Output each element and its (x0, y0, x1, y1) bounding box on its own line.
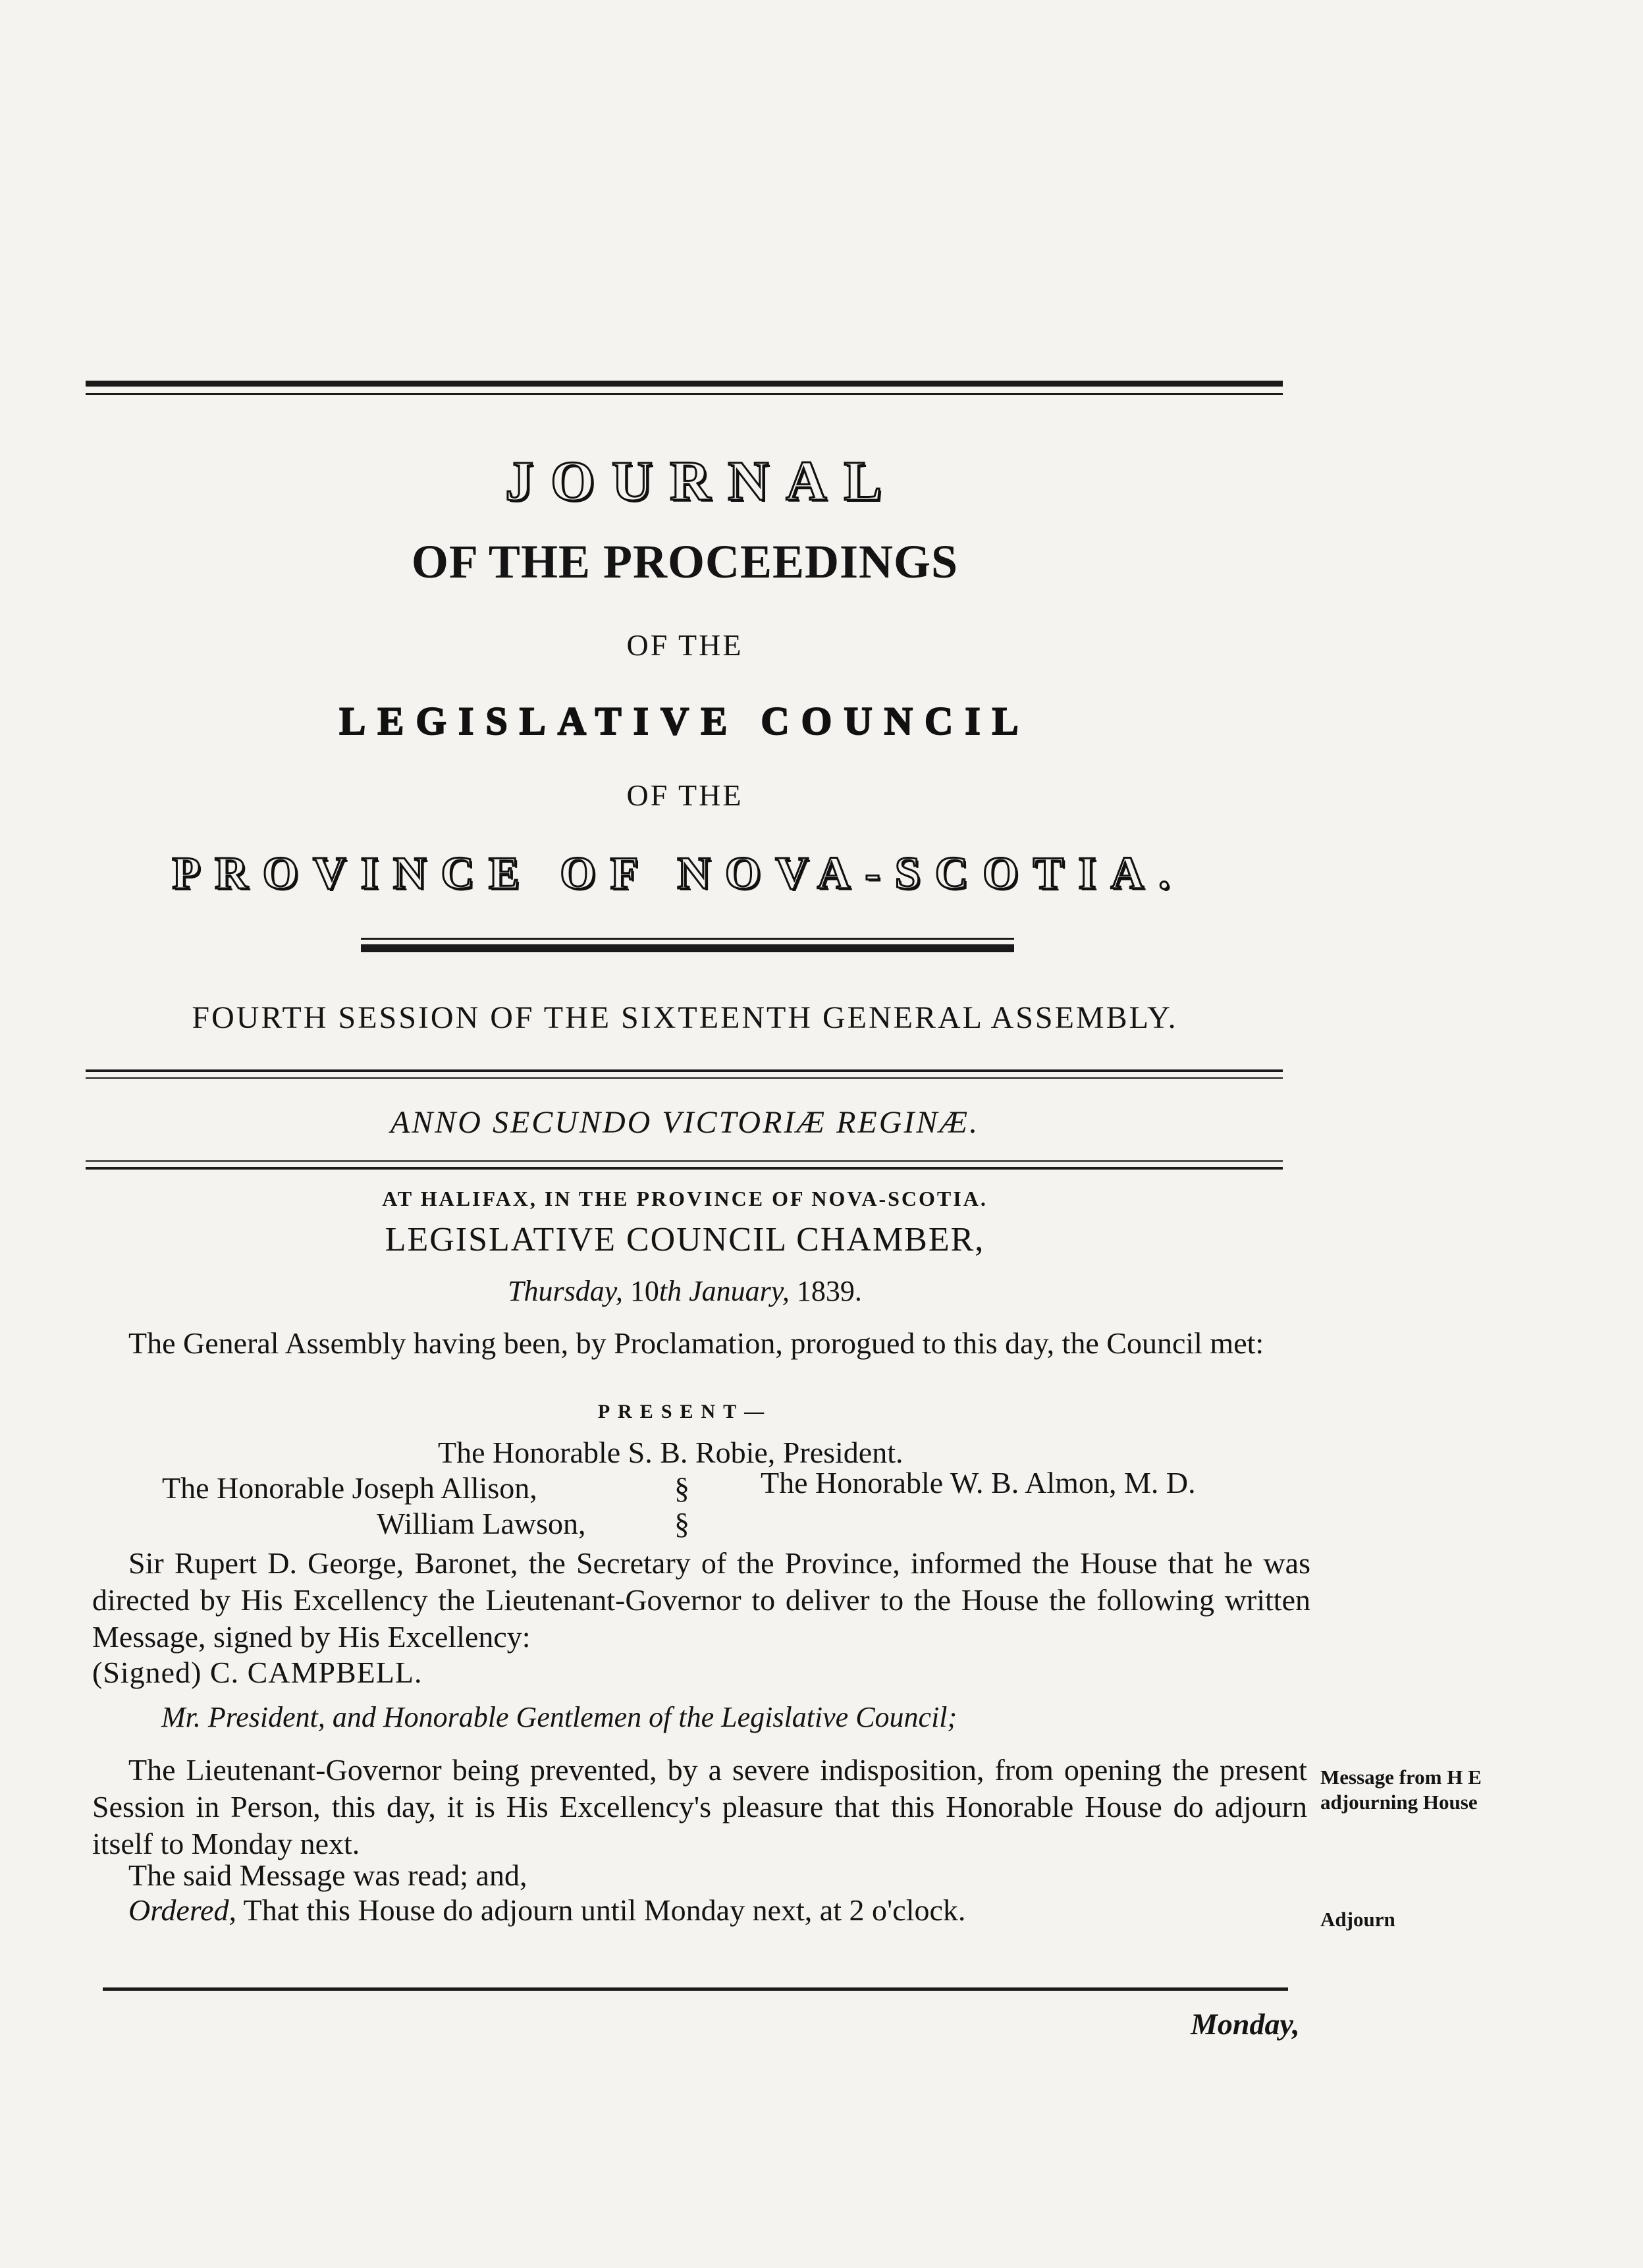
anno-rule-bottom-1 (86, 1160, 1283, 1162)
section-mark-1: § (674, 1471, 689, 1505)
date-number: 10 (630, 1275, 659, 1307)
chamber-heading: LEGISLATIVE COUNCIL CHAMBER, (385, 1221, 985, 1258)
anno-heading: ANNO SECUNDO VICTORIÆ REGINÆ. (390, 1105, 980, 1140)
anno-rule-top-2 (86, 1077, 1283, 1079)
message-paragraph: The Lieutenant-Governor being prevented, by a severe indisposition, from opening the present Session in Person, this day, it is His Excellency's pleasure that this Honorable House do adjourn itself to Monday next. (92, 1753, 1307, 1860)
bottom-rule (103, 1987, 1288, 1991)
date-year: 1839. (796, 1275, 862, 1307)
anno-rule-bottom-2 (86, 1167, 1283, 1170)
opening-paragraph: The General Assembly having been, by Proclamation, prorogued to this day, the Council met: (128, 1326, 1264, 1360)
date-month: January, (689, 1275, 790, 1307)
title-rule-thick (361, 944, 1014, 952)
secretary-paragraph: Sir Rupert D. George, Baronet, the Secretary of the Province, informed the House that he was directed by His Excellency the Lieutenant-Governor to deliver to the House the following written Message, signed by His Excellency: (92, 1546, 1310, 1654)
top-rule-thin (86, 393, 1283, 395)
section-mark-2: § (674, 1507, 689, 1540)
province-heading: PROVINCE OF NOVA-SCOTIA. (172, 848, 1185, 899)
read-line: The said Message was read; and, (128, 1858, 527, 1892)
present-label: PRESENT— (597, 1401, 772, 1422)
legislative-council-heading: LEGISLATIVE COUNCIL (339, 699, 1031, 743)
of-the-line-1: OF THE (626, 628, 743, 662)
present-left-2: William Lawson, (377, 1507, 586, 1540)
catchword: Monday, (1191, 2007, 1300, 2041)
date-line (86, 1272, 1284, 1310)
title-rule-thin (361, 938, 1014, 940)
top-rule-thick (86, 381, 1283, 387)
date-suffix: th (659, 1275, 682, 1307)
address-line: Mr. President, and Honorable Gentlemen of the Legislative Council; (161, 1701, 957, 1733)
ordered-line (128, 1892, 965, 1929)
journal-title: JOURNAL (505, 449, 899, 512)
signed-line: (Signed) C. CAMPBELL. (92, 1656, 423, 1689)
present-right-1: The Honorable W. B. Almon, M. D. (761, 1466, 1196, 1499)
ordered-text: That this House do adjourn until Monday next, at 2 o'clock. (243, 1893, 966, 1927)
date-weekday: Thursday, (508, 1275, 623, 1307)
margin-note-adjourn: Adjourn (1320, 1908, 1395, 1931)
session-heading: FOURTH SESSION OF THE SIXTEENTH GENERAL ASSEMBLY. (192, 1000, 1178, 1035)
of-the-line-2: OF THE (626, 778, 743, 812)
location-line: AT HALIFAX, IN THE PROVINCE OF NOVA-SCOTIA. (382, 1187, 988, 1210)
present-president: The Honorable S. B. Robie, President. (438, 1436, 903, 1469)
present-left-1: The Honorable Joseph Allison, (162, 1471, 537, 1505)
margin-note-message-1: Message from H E (1320, 1766, 1482, 1789)
margin-note-message-2: adjourning House (1320, 1791, 1478, 1814)
ordered-word: Ordered, (128, 1893, 236, 1927)
anno-rule-top-1 (86, 1069, 1283, 1072)
proceedings-heading: OF THE PROCEEDINGS (411, 535, 959, 588)
